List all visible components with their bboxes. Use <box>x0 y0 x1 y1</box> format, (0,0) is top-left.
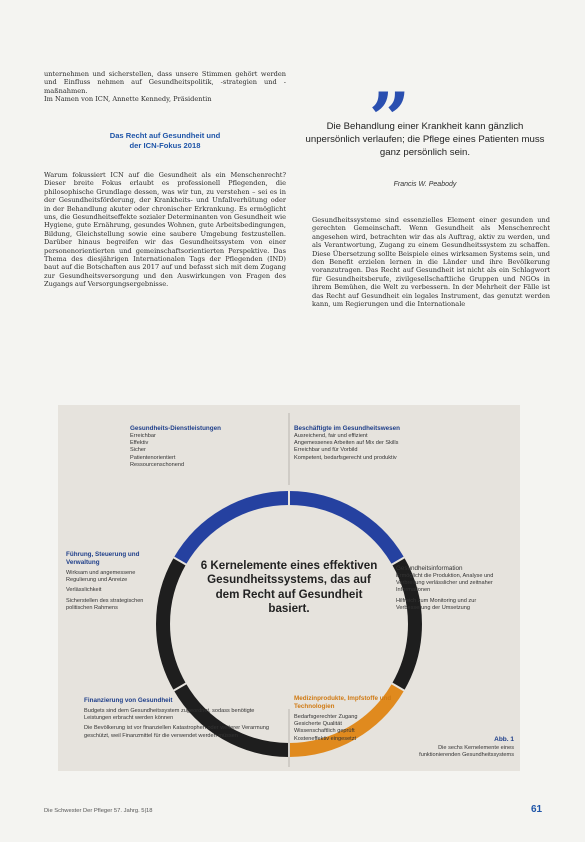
segment-title: Führung, Steuerung und Verwaltung <box>66 551 140 566</box>
segment-item: Gesicherte Qualität <box>294 721 342 728</box>
left-top-text-block <box>44 70 286 104</box>
pull-quote: Die Behandlung einer Krankheit kann gänzlich unpersönlich verlaufen; die Pflege eines Patienten muss ganz persönlich sein. <box>305 121 545 158</box>
signature: Im Namen von ICN, Annette Kennedy, Präsidentin <box>44 95 212 104</box>
segment-title: Beschäftigte im Gesundheitswesen <box>294 425 401 432</box>
segment-item: Verlässlichkeit <box>66 587 102 594</box>
segment-item: Ressourcenschonend <box>130 461 185 468</box>
ring-segment-services <box>180 498 289 561</box>
segment-item: Angemessenes Arbeiten auf Mix der Skills <box>294 440 399 447</box>
center-statement: 6 Kernelemente eines effektiven Gesundheitssystems, das auf dem Recht auf Gesundheit basiert. <box>200 559 378 616</box>
segment-products <box>294 695 419 743</box>
figure-caption <box>414 736 514 759</box>
segment-financing <box>84 697 282 740</box>
page-number: 61 <box>531 804 543 815</box>
segment-item: Hilfreich zum Monitoring und zur Verbesserung der Umsetzung <box>396 597 477 611</box>
section-title-line-2: der ICN-Fokus 2018 <box>129 140 201 150</box>
segment-services <box>130 425 280 469</box>
left-body-paragraph: Warum fokussiert ICN auf die Gesundheit als ein Menschenrecht? Dieser breite Fokus erlaubt es professionell Pflegenden, die philosophische Grundlage dessen, was wir tun, zu verstehen – sei es in der Gesundheitsförderung, der Krankheits- und Unfallverhütung oder in der Behandlung akuter oder chronischer Erkrankung. Es ermöglicht uns, die Gesundheitseffekte sozialer Determinanten von Gesundheit wie Hygiene, gute Ernährung, gesundes Wohnen, gute Arbeitsbedingungen, Bildung, Gleichstellung sowie eine saubere Umgebung festzustellen. Darüber hinaus begreifen wir das Gesundheitssystem von einer personenorientierten und gemeinschaftsorientierten Perspektive. Das Thema des diesjährigen Internationalen Tags der Pflegenden (IND) baut auf die Botschaften aus 2017 auf und befasst sich mit dem Zugang zur Gesundheitsversorgung und den Auswirkungen von Fragen des Zugangs auf Versorgungsergebnisse. <box>44 171 286 289</box>
segment-item: Sicher <box>130 447 146 454</box>
segment-item: Ermöglicht die Produktion, Analyse und Verbreitung verlässlicher und zeitnaher Informationen <box>396 573 494 594</box>
right-column-body <box>312 216 550 308</box>
segment-title: Gesundheits-Dienstleistungen <box>130 425 221 432</box>
section-title <box>44 131 286 150</box>
right-body-paragraph: Gesundheitssysteme sind essenzielles Element einer gesunden und gerechten Gemeinschaft. Wenn Gesundheit als Menschenrecht angesehen wird, betrachten wir das als Auftrag, aktiv zu werden, und als Verantwortung, Zugang zu einem Gesundheitssystem zu schaffen. Diese Übersetzung sollte Beispiele eines wirksamen Systems sein, und den Benefit erzielen lernen in die Länder und ihre Bevölkerung voranzutragen. Das Recht auf Gesundheit ist nicht als ein Schlagwort für Gesundheitsberufe, zivilgesellschaftliche Gruppen und NGOs in ihrem Bemühen, die Welt zu verbessern. In der Mehrheit der Fälle ist das Recht auf Gesundheit ein legales Instrument, das genutzt werden kann, um Regierungen und die Internationale <box>312 216 550 309</box>
segment-item: Erreichbar und für Vorbild <box>294 447 358 454</box>
segment-item: Sicherstellen des strategischen politischen Rahmens <box>66 597 144 611</box>
segment-item: Bedarfsgerechter Zugang <box>294 714 358 720</box>
segment-title: Gesundheitsinformation <box>396 565 463 572</box>
segment-title: Medizinprodukte, Impfstoffe und Technologien <box>294 695 392 710</box>
segment-item: Kompetent, bedarfsgerecht und produktiv <box>294 454 397 461</box>
section-title-line-1: Das Recht auf Gesundheit und <box>109 131 221 140</box>
segment-item: Die Bevölkerung ist vor finanziellen Katastrophen oder weiterer Verarmung geschützt, weil Finanzmittel für die verwendet werden müssen <box>84 725 270 739</box>
segment-item: Budgets sind dem Gesundheitssystem zugeordnet, sodass benötigte Leistungen erbracht werden können <box>84 708 255 722</box>
ring-segment-workforce <box>289 498 398 561</box>
ring-segment-governance <box>163 561 180 687</box>
quote-mark-icon: „ <box>370 35 412 120</box>
quote-author: Francis W. Peabody <box>393 181 457 188</box>
segment-item: Ausreichend, fair und effizient <box>294 433 368 439</box>
segment-item: Wirksam und angemessene Regulierung und Anreize <box>66 570 136 584</box>
caption-text: Die sechs Kernelemente eines funktionierenden Gesundheitssystems <box>419 744 514 758</box>
caption-label: Abb. 1 <box>494 736 514 744</box>
segment-item: Erreichbar <box>130 433 156 439</box>
infographic-panel <box>58 405 520 771</box>
segment-item: Patientenorientiert <box>130 454 176 461</box>
segment-item: Kosteneffektiv eingesetzt <box>294 735 357 742</box>
segment-information <box>396 565 512 612</box>
segment-title: Finanzierung von Gesundheit <box>84 697 173 704</box>
segment-item: Effektiv <box>130 440 149 447</box>
segment-item: Wissenschaftlich geprüft <box>294 728 355 735</box>
segment-workforce <box>294 425 464 462</box>
intro-paragraph: unternehmen und sicherstellen, dass unsere Stimmen gehört werden und Einfluss nehmen auf Gesundheitspolitik, -strategien und -maßnahmen. <box>44 70 286 95</box>
page-footer: Die Schwester Der Pfleger 57. Jahrg. 5|18 <box>44 808 153 814</box>
segment-governance <box>66 551 158 612</box>
left-column-body <box>44 171 286 289</box>
